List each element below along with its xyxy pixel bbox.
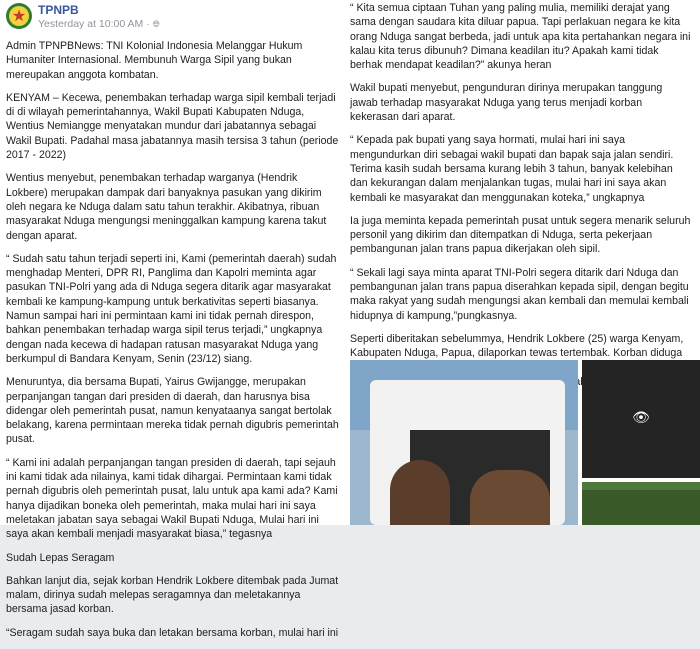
photo-vehicle-crowd[interactable]	[350, 360, 578, 525]
post-text-right-column	[350, 1, 692, 412]
post-paragraph: KENYAM – Kecewa, penembakan terhadap warga sipil kembali terjadi di di wilayah pemerintahannya, Wakil Bupati Kabupaten Nduga, Wentius Nemiangge menyatakan mundur dari jabatannya sebagai Wakil Bupati. Padahal masa jabatannya masih tersisa 3 tahun (periode 2017 - 2022)	[6, 91, 339, 162]
photo-people	[390, 460, 450, 525]
post-header	[0, 0, 340, 36]
photo-people	[470, 470, 550, 525]
globe-icon: 🌐︎	[152, 20, 160, 30]
post-paragraph: “ Kami ini adalah perpanjangan tangan presiden di daerah, tapi sejauh ini kami tidak ada nilainya, kami tidak dihargai. Permintaan kami tidak pernah digubris oleh pemerintah pusat, lalu untuk apa kami ada? Kami hanya dijadikan boneka oleh pemerintah, maka mulai hari ini saya meletakan jabatan saya sebagai Wakil Bupati Nduga, Mulai hari ini saya akan kembali menjadi masyarakat biasa,” tegasnya	[6, 456, 338, 541]
page-name-link[interactable]: TPNPB	[38, 3, 79, 17]
post-paragraph: Seperti diberitakan sebelummya, Hendrik Lokbere (25) warga Kenyam, Kabupaten Nduga, Papua, dilaporkan tewas tertembak. Korban diduga	[350, 332, 684, 360]
section-heading: Sudah Lepas Seragam	[6, 551, 115, 564]
post-paragraph: “Seragam sudah saya buka dan letakan bersama korban, mulai hari ini	[6, 626, 339, 639]
eye-icon: 👁︎	[632, 410, 650, 426]
page-avatar[interactable]	[6, 3, 32, 29]
post-paragraph: Admin TPNPBNews: TNI Kolonial Indonesia Melanggar Hukum Humaniter Internasional. Membunuh Warga Sipil yang bukan mereupakan anggota kombatan.	[6, 40, 303, 81]
post-paragraph: Wakil bupati menyebut, pengunduran dirinya merupakan tanggung jawab terhadap masyarakat Nduga yang terus menjadi korban kekerasan dari aparat.	[350, 82, 663, 124]
post-meta	[38, 18, 160, 30]
photo-side-column	[582, 360, 700, 525]
photo-crowd	[582, 490, 700, 525]
post-paragraph: “ Kepada pak bupati yang saya hormati, mulai hari ini saya mengundurkan diri sebagai wakil bupati dan bapak saja jalan sendiri. Terima kasih sudah bersama kurang lebih 3 tahun, banyak kelebihan dan kekurangan dalam menjalankan tugas, mulai hari ini saya akan kembali ke masyarakat dan menggunakan koteka,” ungkapnya	[350, 134, 674, 204]
star-icon: ★	[11, 6, 27, 25]
post-paragraph: “ Sekali lagi saya minta aparat TNI-Polri segera ditarik dari Nduga dan pembangunan jalan trans papua diserahkan kepada sipil, dengan begitu maka rakyat yang sudah mengungsi akan kembali dan memulai kembali hidupnya di kampung,”pungkasnya.	[350, 266, 689, 322]
post-paragraph: Menuruntya, dia bersama Bupati, Yairus Gwijangge, merupakan perpanjangan tangan dari presiden di daerah, dan harusnya bisa didengar oleh pemerintah pusat, namun kenyataanya sangat bertolak belakang, karena permintaan mereka tidak pernah digubris pemerintah pusat.	[6, 376, 339, 446]
post-paragraph: “ Kita semua ciptaan Tuhan yang paling mulia, memiliki derajat yang sama dengan saudara kita diluar papua. Tapi perlakuan negara ke kita orang Nduga sangat berbeda, jadi untuk apa kita pertahankan negara ini kalau kita terus dibunuh? Dimana keadilan itu? Apakah kami tidak berhak mendapat keadilan?” akunya heran	[350, 2, 691, 72]
post-timestamp[interactable]: Yesterday at 10:00 AM	[38, 18, 144, 30]
photo-sensitive-content[interactable]	[582, 360, 700, 478]
post-text-left-column	[6, 39, 340, 649]
post-paragraph: “ Sudah satu tahun terjadi seperti ini, Kami (pemerintah daerah) sudah menghadap Menteri, DPR RI, Panglima dan Kapolri meminta agar pasukan TNI-Polri yang ada di Nduga segera ditarik agar masyarakat kembali ke kampung-kampung untuk berkativitas seperti biasanya. Namun sampai hari ini permintaan kami ini tidak pernah direspon, bahkan penembakan terhadap warga sipil terus terjadi,” ungkapnya dengan nada kecewa di hadapan ratusan masyarakat Nduga yang berkumpul di Bandara Kenyam, Senin (23/12) siang.	[6, 252, 337, 365]
meta-separator: ·	[146, 18, 153, 30]
post-paragraph: Bahkan lanjut dia, sejak korban Hendrik Lokbere ditembak pada Jumat malam, dirinya sudah melepas seragamnya dan meletakannya bersama jasad korban.	[6, 574, 339, 616]
post-paragraph: Wentius menyebut, penembakan terhadap warganya (Hendrik Lokbere) merupakan dampak dari banyaknya pasukan yang dikirim oleh negara ke Nduga dalam satu tahun terakhir. Akibatnya, ribuan masyarakat Nduga mengungsi meninggalkan kampung karena takut dengan aparat.	[6, 172, 327, 242]
photo-crowd-field[interactable]	[582, 482, 700, 525]
photo-grid	[350, 360, 700, 525]
post-paragraph: Ia juga meminta kepada pemerintah pusat untuk segera menarik seluruh personil yang dikirim dan ditempatkan di Nduga, serta pekerjaan pembangunan jalan trans papua dikerjakan oleh sipil.	[350, 214, 691, 256]
